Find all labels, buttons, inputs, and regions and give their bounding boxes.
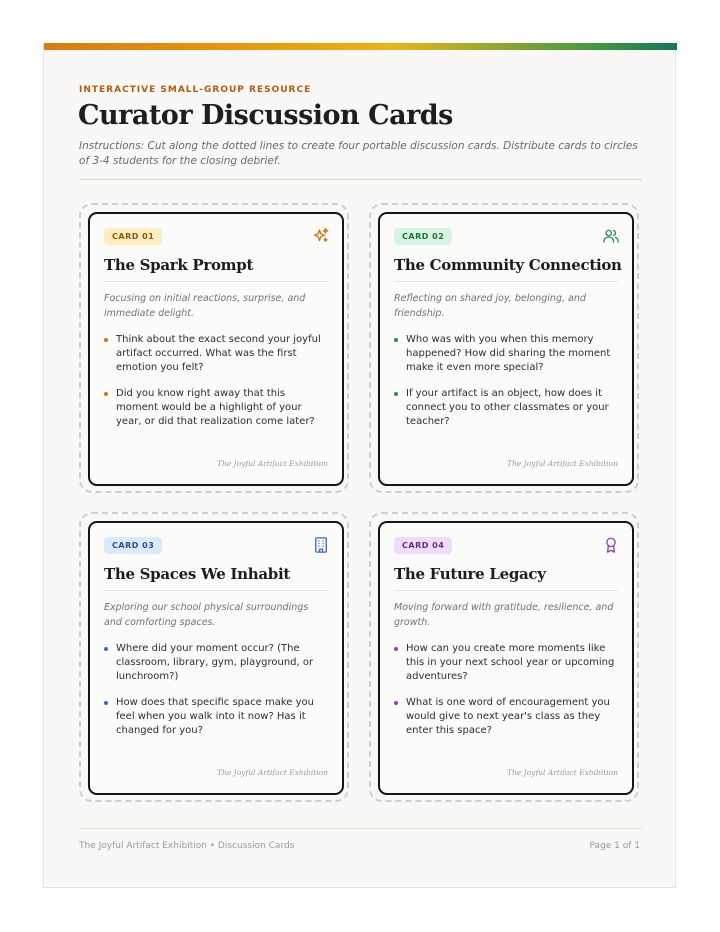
- footer-left-text: The Joyful Artifact Exhibition • Discussion Cards: [79, 841, 295, 851]
- bullet-dot: [394, 647, 398, 651]
- question-list: [104, 642, 330, 750]
- bullet-dot: [104, 338, 108, 342]
- users-icon: [602, 227, 620, 245]
- card-title: The Spark Prompt: [104, 256, 254, 274]
- discussion-card-02: [378, 212, 634, 486]
- card-title: The Future Legacy: [394, 565, 546, 583]
- question-text: What is one word of encouragement you would give to next year's class as they enter this space?: [406, 697, 610, 736]
- question-text: How does that specific space make you feel when you walk into it now? Has it changed for you?: [116, 697, 314, 736]
- bullet-dot: [104, 701, 108, 705]
- page-title: Curator Discussion Cards: [78, 100, 453, 131]
- bullet-dot: [394, 701, 398, 705]
- question-text: Did you know right away that this moment would be a highlight of your year, or did that realization come later?: [116, 388, 315, 427]
- card-title: The Spaces We Inhabit: [104, 565, 290, 583]
- award-icon: [602, 536, 620, 554]
- footer-divider: [79, 828, 642, 829]
- question-item: [394, 642, 620, 684]
- sparkles-icon: [312, 227, 330, 245]
- question-text: Where did your moment occur? (The classroom, library, gym, playground, or lunchroom?): [116, 643, 314, 682]
- discussion-card-03: [88, 521, 344, 795]
- bullet-dot: [104, 647, 108, 651]
- question-list: [394, 642, 620, 750]
- question-item: [104, 387, 330, 429]
- card-signature: The Joyful Artifact Exhibition: [507, 459, 618, 468]
- card-badge: CARD 02: [394, 228, 452, 245]
- card-signature: The Joyful Artifact Exhibition: [507, 768, 618, 777]
- card-signature: The Joyful Artifact Exhibition: [217, 459, 328, 468]
- question-text: If your artifact is an object, how does it connect you to other classmates or your teacher?: [406, 388, 609, 427]
- discussion-card-01: [88, 212, 344, 486]
- cut-outline-card-02: [369, 203, 639, 493]
- question-item: [394, 387, 620, 429]
- cut-outline-card-03: [79, 512, 349, 802]
- question-item: [104, 333, 330, 375]
- card-subtitle: Exploring our school physical surroundings and comforting spaces.: [104, 602, 309, 628]
- question-list: [104, 333, 330, 441]
- gradient-accent-bar: [44, 43, 677, 50]
- question-item: [394, 333, 620, 375]
- building-icon: [312, 536, 330, 554]
- card-divider: [394, 281, 618, 282]
- question-item: [104, 696, 330, 738]
- discussion-card-04: [378, 521, 634, 795]
- card-badge: CARD 03: [104, 537, 162, 554]
- header-divider: [79, 179, 642, 180]
- question-text: Think about the exact second your joyful artifact occurred. What was the first emotion you felt?: [116, 334, 321, 373]
- question-item: [394, 696, 620, 738]
- worksheet-page: [43, 43, 676, 888]
- card-signature: The Joyful Artifact Exhibition: [217, 768, 328, 777]
- card-divider: [104, 281, 328, 282]
- card-badge: CARD 01: [104, 228, 162, 245]
- card-badge: CARD 04: [394, 537, 452, 554]
- card-divider: [394, 590, 618, 591]
- question-list: [394, 333, 620, 441]
- card-title: The Community Connection: [394, 256, 622, 274]
- bullet-dot: [394, 338, 398, 342]
- card-divider: [104, 590, 328, 591]
- cut-outline-card-01: [79, 203, 349, 493]
- bullet-dot: [104, 392, 108, 396]
- page-number: Page 1 of 1: [589, 841, 640, 851]
- cut-outline-card-04: [369, 512, 639, 802]
- eyebrow-label: INTERACTIVE SMALL-GROUP RESOURCE: [79, 85, 312, 95]
- question-text: How can you create more moments like this in your next school year or upcoming adventures?: [406, 643, 615, 682]
- card-subtitle: Reflecting on shared joy, belonging, and friendship.: [394, 293, 586, 319]
- bullet-dot: [394, 392, 398, 396]
- question-text: Who was with you when this memory happened? How did sharing the moment make it even more special?: [406, 334, 611, 373]
- card-subtitle: Moving forward with gratitude, resilience, and growth.: [394, 602, 614, 628]
- card-subtitle: Focusing on initial reactions, surprise, and immediate delight.: [104, 293, 306, 319]
- question-item: [104, 642, 330, 684]
- instructions-text: Instructions: Cut along the dotted lines to create four portable discussion cards. Distribute cards to circles of 3-4 students for the closing debrief.: [79, 140, 638, 167]
